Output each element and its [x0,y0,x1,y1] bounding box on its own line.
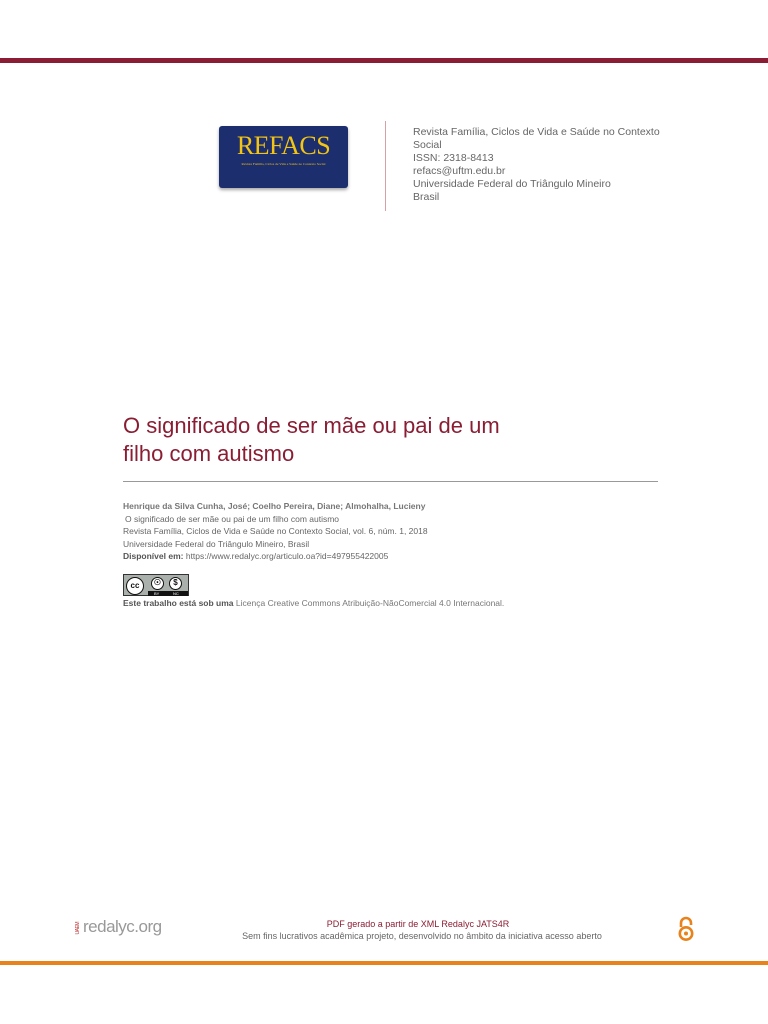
license-link[interactable]: Licença Creative Commons Atribuição-NãoComercial 4.0 Internacional. [235,598,505,608]
journal-name-line2: Social [413,139,442,151]
uaem-mark: UAEM [75,922,81,935]
logo-title: REFACS [236,131,331,160]
cc-icon: cc [126,577,144,595]
license-statement [123,597,504,609]
header-divider [385,121,386,211]
footer-line1-text: PDF gerado a partir de XML Redalyc JATS4R [326,919,510,929]
redalyc-wordmark: redalyc.org [83,917,162,936]
journal-logo [219,126,348,188]
footer-line2: Sem fins lucrativos acadêmica projeto, desenvolvido no âmbito da iniciativa acesso aberto [242,931,602,941]
journal-email[interactable]: refacs@uftm.edu.br [413,165,506,177]
article-title-line2: filho com autismo [123,441,295,466]
noncommercial-icon: $ [169,577,182,590]
article-authors: Henrique da Silva Cunha, José; Coelho Pereira, Diane; Almohalha, Lucieny [123,501,426,511]
footer-line1 [0,919,768,929]
journal-university: Universidade Federal do Triângulo Mineiro [413,178,611,190]
article-metadata [123,500,683,563]
open-access-icon [676,916,696,942]
footer-accent-bar [0,961,768,965]
article-title-small: O significado de ser mãe ou pai de um filho com autismo [125,513,340,524]
journal-name-line1: Revista Família, Ciclos de Vida e Saúde no Contexto [413,126,660,138]
article-title [123,412,643,468]
journal-issn: ISSN: 2318-8413 [413,152,494,164]
journal-info [413,126,713,204]
article-institution: Universidade Federal do Triângulo Mineiro, Brasil [123,538,310,549]
journal-country: Brasil [413,191,440,203]
article-availability [123,550,683,563]
badge-nc-label: NC [173,591,179,596]
article-title-line1: O significado de ser mãe ou pai de um [123,413,500,438]
cc-by-nc-badge[interactable] [123,574,189,596]
badge-by-label: BY [154,591,160,596]
article-citation: Revista Família, Ciclos de Vida e Saúde no Contexto Social, vol. 6, núm. 1, 2018 [123,526,428,536]
logo-subtitle: Revista Família, Ciclos de Vida e Saúde no Contexto Social [241,162,326,166]
available-label: Disponível em: [123,551,184,561]
top-accent-bar [0,58,768,63]
title-divider [123,481,658,482]
available-url[interactable]: https://www.redalyc.org/articulo.oa?id=497955422005 [185,551,389,561]
attribution-icon: ☉ [151,577,164,590]
license-lead: Este trabalho está sob uma [123,598,234,608]
badge-band [148,591,188,596]
